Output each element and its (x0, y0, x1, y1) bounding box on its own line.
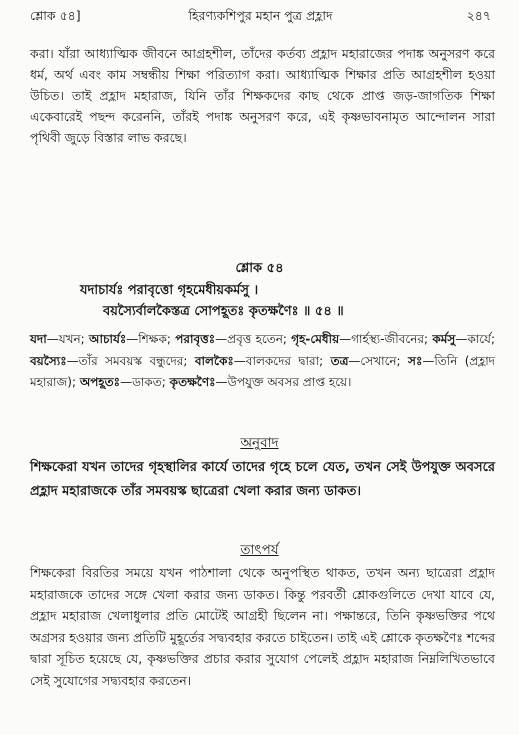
synonym-meaning: উপযুক্ত অবসর প্রাপ্ত হয়ে। (227, 375, 352, 389)
synonym-word: বয়স্যৈঃ (30, 353, 67, 368)
running-header (30, 8, 491, 28)
translation-heading: অনুবাদ (240, 435, 279, 451)
synonym-meaning: ডাকত; (132, 375, 166, 389)
synonym-word: পরাবৃত্তঃ (175, 332, 216, 346)
intro-paragraph: করা। যাঁরা আধ্যাত্মিক জীবনে আগ্রহশীল, তাঁদের কর্তব্য প্রহ্লাদ মহারাজের পদাঙ্ক অনুসরণ করে ধর্ম, অর্থ এবং কাম সম্বন্ধীয় শিক্ষা পরিত্যাগ করা। আধ্যাত্মিক শিক্ষার প্রতি আগ্রহশীল হওয়া উচিত। তাই প্রহ্লাদ মহারাজ, যিনি তাঁর শিক্ষকদের কাছ থেকে প্রাপ্ত জড়-জাগতিক শিক্ষা একেবারেই পছন্দ করেননি, তাঁরই পদাঙ্ক অনুসরণ করে, এই কৃষ্ণভাবনামৃত আন্দোলন সারা পৃথিবী জুড়ে বিস্তার লাভ করছে। (30, 46, 495, 145)
translation-text: শিক্ষকেরা যখন তাদের গৃহস্থালির কার্যে তাদের গৃহে চলে যেত, তখন সেই উপযুক্ত অবসরে প্রহ্লাদ মহারাজকে তাঁর সমবয়স্ক ছাত্রেরা খেলা করার জন্য ডাকত। (30, 460, 495, 499)
synonym-word: আচার্যঃ (88, 332, 127, 346)
verse-number: শ্লোক ৫৪ (235, 261, 284, 276)
synonym-meaning: গার্হস্থ্য-জীবনের; (351, 332, 429, 346)
synonym-meaning: কার্যে; (467, 332, 495, 346)
header-verse-ref: শ্লোক ৫৪] (30, 8, 81, 23)
synonym-meaning: যখন; (58, 332, 85, 346)
verse-line-1: যদাচার্যঃ পরাবৃত্তো গৃহমেধীয়কর্মসু । (80, 283, 259, 298)
synonym-meaning: বালকদের দ্বারা; (245, 353, 324, 368)
synonym-meaning: তিনি (প্রহ্লাদ মহারাজ); (30, 353, 495, 389)
synonym-word: সঃ (408, 353, 423, 368)
header-chapter-title: হিরণ্যকশিপুর মহান পুত্র প্রহ্লাদ (188, 8, 333, 23)
synonym-word: কর্মসু (432, 332, 456, 346)
synonym-meaning: তাঁর সমবয়স্ক বন্ধুদের; (78, 353, 188, 368)
synonym-meaning: সেখানে; (360, 353, 401, 368)
verse-line-2: বয়স্যৈর্বালকৈস্তত্র সোপহূতঃ কৃতক্ষণৈঃ ॥ ৫৪ ॥ (103, 304, 344, 319)
synonym-word: বালকৈঃ (194, 353, 234, 368)
page-number: ২৪৭ (466, 8, 491, 23)
synonyms-block: যদা—যখন; আচার্যঃ—শিক্ষক; পরাবৃত্তঃ—প্রবৃত্ত হতেন; গৃহ-মেধীয়—গার্হস্থ্য-জীবনের; কর্মসু—কার্যে; বয়স্যৈঃ—তাঁর সমবয়স্ক বন্ধুদের; বালকৈঃ—বালকদের দ্বারা; তত্র—সেখানে; সঃ—তিনি (প্রহ্লাদ মহারাজ); অপহূতঃ—ডাকত; কৃতক্ষণৈঃ—উপযুক্ত অবসর প্রাপ্ত হয়ে। (30, 332, 495, 389)
synonym-word: অপহূতঃ (79, 375, 121, 389)
synonym-word: তত্র (330, 353, 349, 368)
synonym-word: গৃহ-মেধীয় (291, 332, 340, 346)
synonym-word: কৃতক্ষণৈঃ (169, 375, 216, 389)
synonym-meaning: শিক্ষক; (138, 332, 171, 346)
purport-heading: তাৎপর্য (240, 542, 279, 558)
purport-text: শিক্ষকেরা বিরতির সময়ে যখন পাঠশালা থেকে অনুপস্থিত থাকত, তখন অন্য ছাত্রেরা প্রহ্লাদ মহারাজকে তাদের সঙ্গে খেলা করার জন্য ডাকত। কিন্তু পরবর্তী শ্লোকগুলিতে দেখা যাবে যে, প্রহ্লাদ মহারাজ খেলাধুলার প্রতি মোটেই আগ্রহী ছিলেন না। পক্ষান্তরে, তিনি কৃষ্ণভক্তির পথে অগ্রসর হওয়ার জন্য প্রতিটি মুহূর্তের সদ্ব্যবহার করতে চাইতেন। তাই এই শ্লোকে কৃতক্ষণৈঃ শব্দের দ্বারা সূচিত হয়েছে যে, কৃষ্ণভক্তির প্রচার করার সুযোগ পেলেই প্রহ্লাদ মহারাজ নিম্নলিখিতভাবে সেই সুযোগের সদ্ব্যবহার করতেন। (30, 565, 495, 688)
synonym-word: যদা (30, 332, 47, 346)
synonym-meaning: প্রবৃত্ত হতেন; (227, 332, 287, 346)
